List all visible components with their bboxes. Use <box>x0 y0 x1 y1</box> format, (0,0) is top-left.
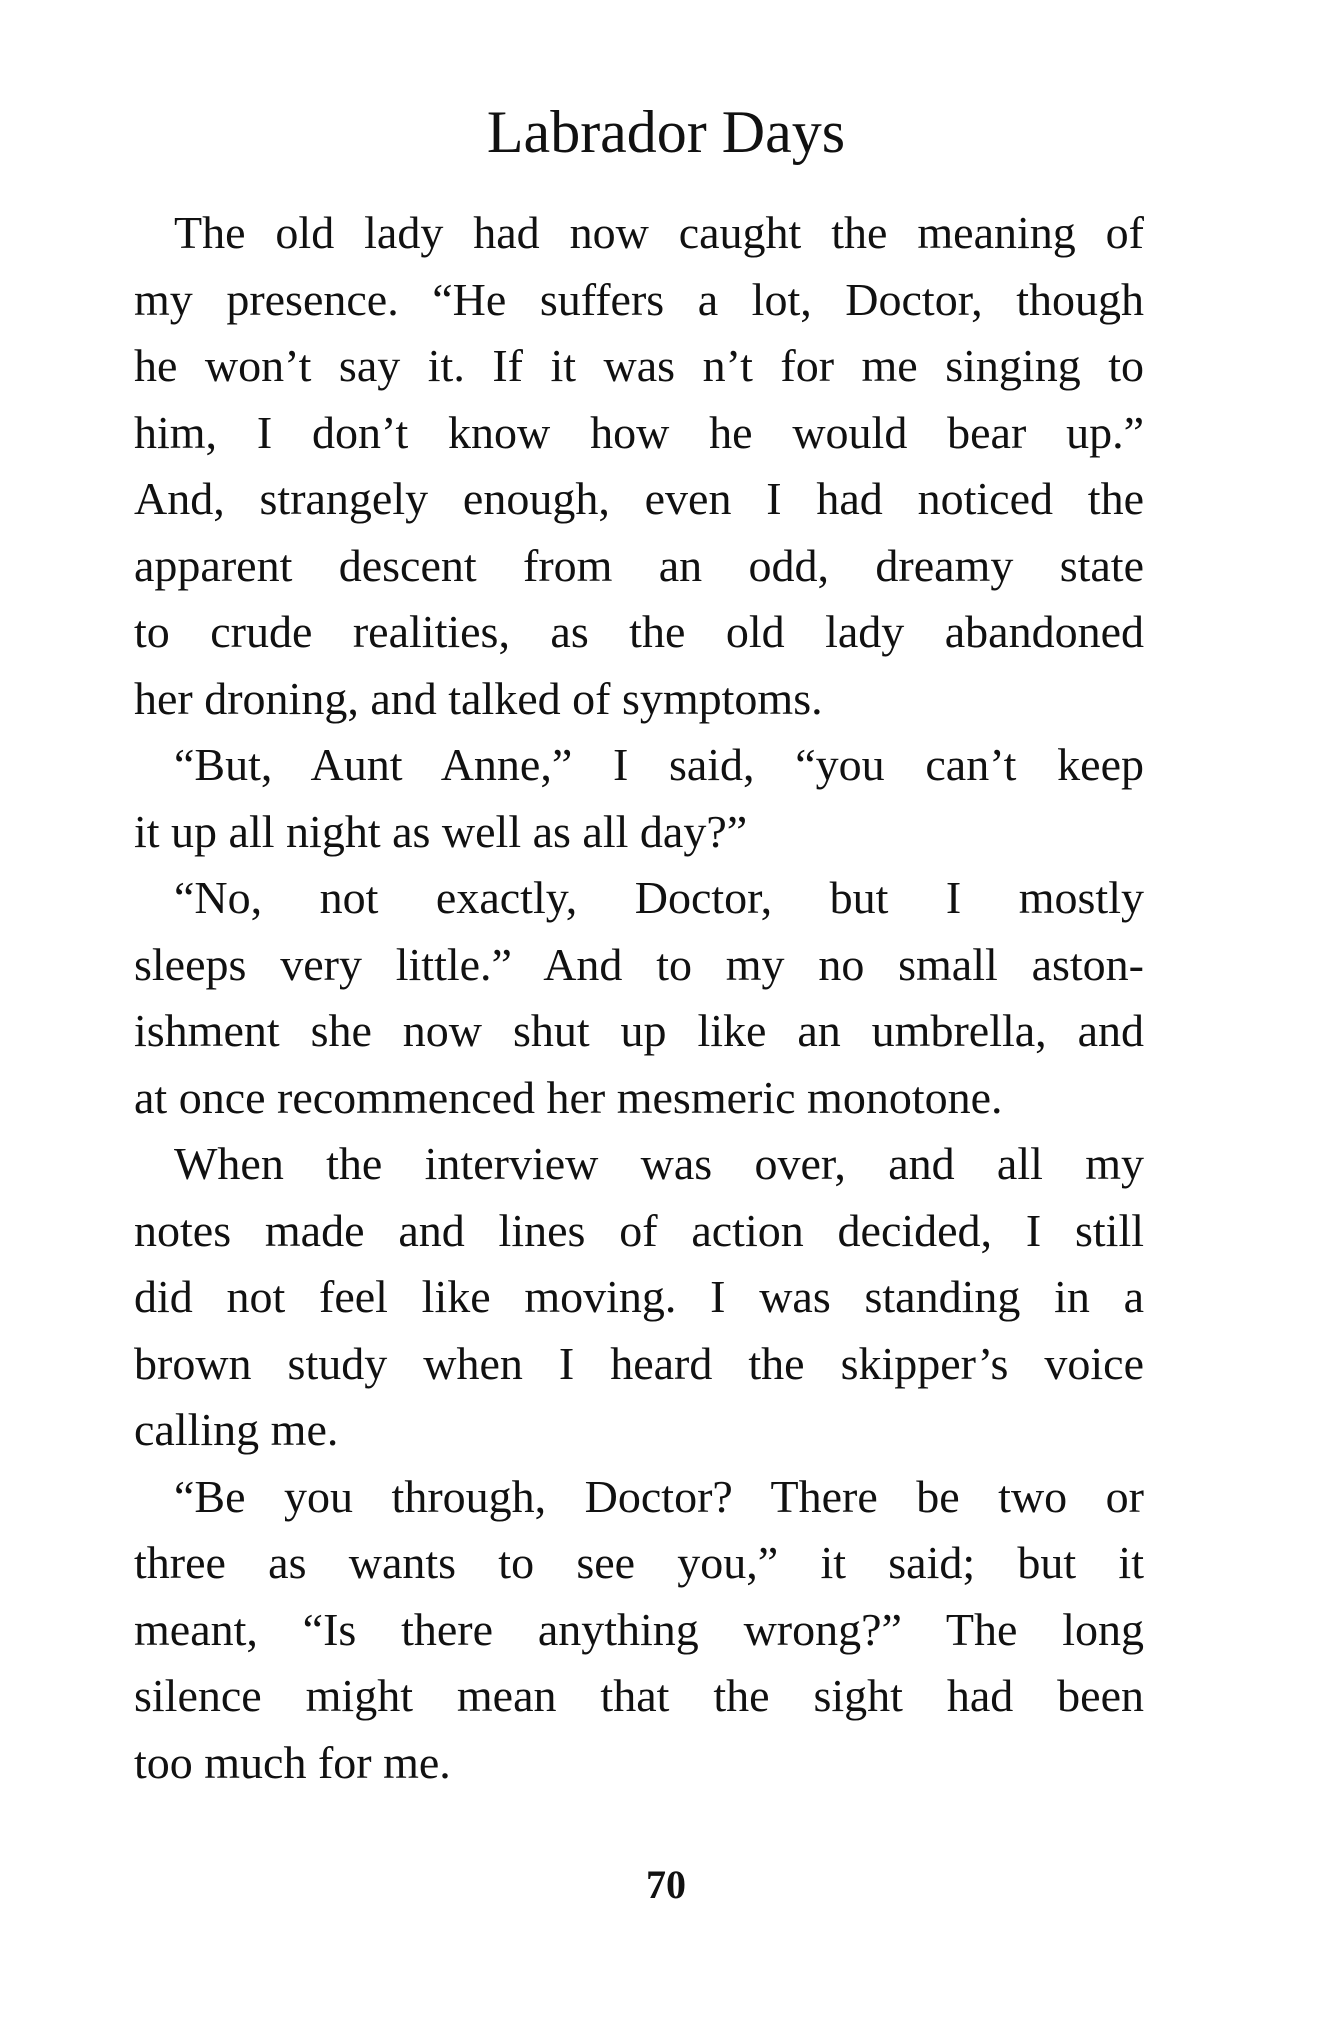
text-line: at once recommenced her mesmeric monotone. <box>134 1071 1003 1123</box>
text-line: “Be you through, Doctor? There be two or <box>174 1470 1144 1522</box>
text-line: “No, not exactly, Doctor, but I mostly <box>174 872 1144 923</box>
text-line: And, strangely enough, even I had noticed the <box>134 473 1144 524</box>
text-line: When the interview was over, and all my <box>174 1138 1144 1189</box>
text-line: him, I don’t know how he would bear up.” <box>134 406 1144 458</box>
text-line: apparent descent from an odd, dreamy state <box>134 539 1144 591</box>
running-head: Labrador Days <box>486 99 846 165</box>
text-line: calling me. <box>134 1404 339 1455</box>
paragraph-5 <box>134 1464 1144 1797</box>
text-line: notes made and lines of action decided, I still <box>134 1204 1144 1256</box>
text-line: silence might mean that the sight had been <box>134 1670 1144 1721</box>
text-line: brown study when I heard the skipper’s voice <box>134 1337 1144 1389</box>
text-line: to crude realities, as the old lady abandoned <box>134 606 1144 657</box>
paragraph-2 <box>134 732 1144 865</box>
paragraph-3 <box>134 865 1144 1131</box>
text-line: my presence. “He suffers a lot, Doctor, though <box>134 273 1144 325</box>
body-text <box>134 200 1144 1796</box>
text-line: did not feel like moving. I was standing in a <box>134 1271 1144 1322</box>
text-line: it up all night as well as all day?” <box>134 805 748 857</box>
text-line: “But, Aunt Anne,” I said, “you can’t keep <box>174 739 1144 790</box>
text-line: her droning, and talked of symptoms. <box>134 672 823 724</box>
page-number: 70 <box>646 1862 686 1907</box>
text-line: meant, “Is there anything wrong?” The long <box>134 1603 1144 1655</box>
paragraph-4 <box>134 1131 1144 1464</box>
paragraph-1 <box>134 200 1144 732</box>
text-line: sleeps very little.” And to my no small aston- <box>134 938 1144 990</box>
text-line: he won’t say it. If it was n’t for me singing to <box>134 340 1144 391</box>
text-line: too much for me. <box>134 1736 451 1788</box>
text-line: The old lady had now caught the meaning of <box>174 207 1144 258</box>
text-line: three as wants to see you,” it said; but it <box>134 1537 1144 1588</box>
text-line: ishment she now shut up like an umbrella, and <box>134 1005 1144 1056</box>
